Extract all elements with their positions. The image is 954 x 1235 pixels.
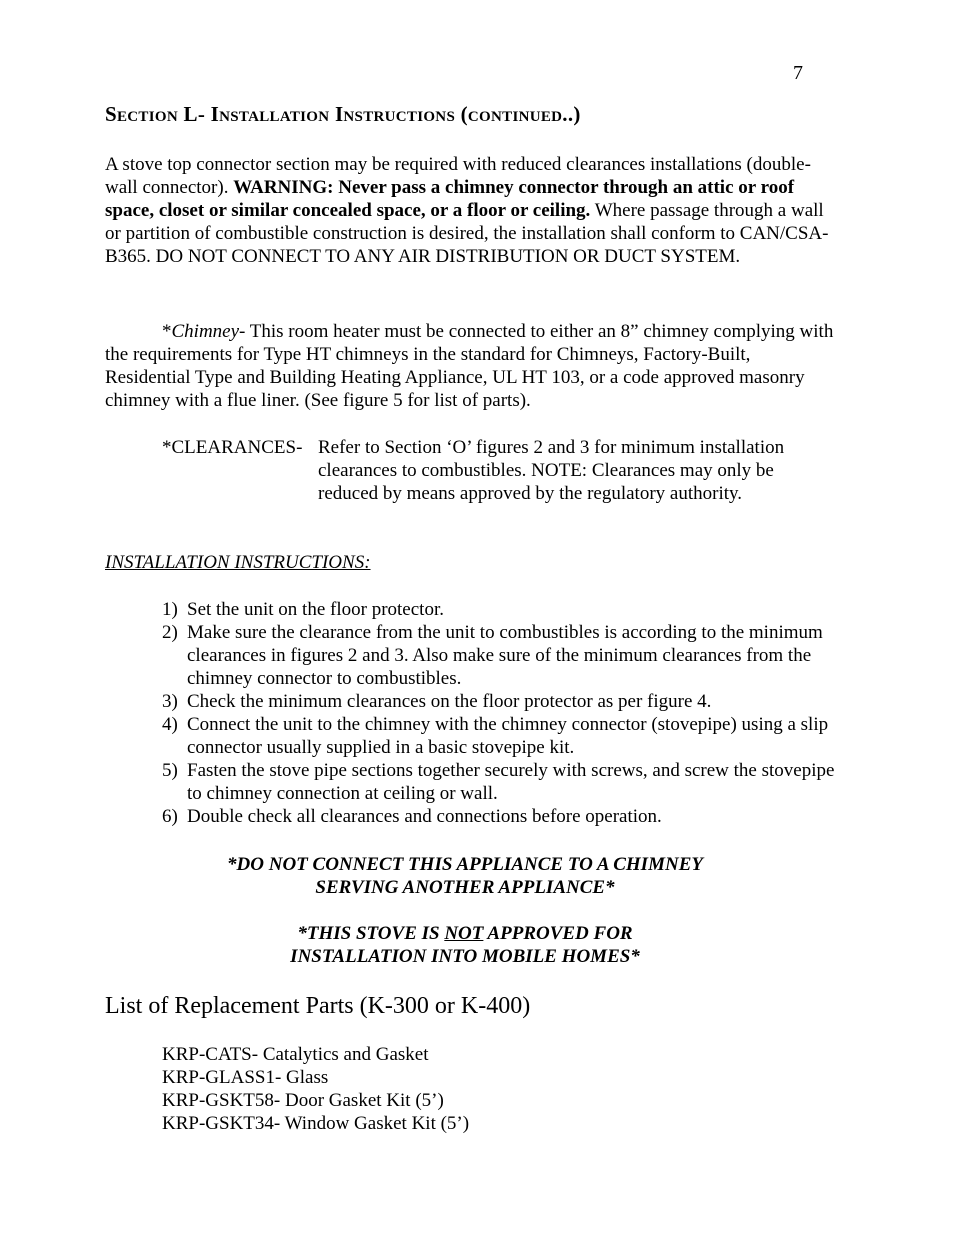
chimney-paragraph	[105, 320, 835, 412]
list-item: KRP-CATS- Catalytics and Gasket	[162, 1044, 429, 1065]
list-item	[162, 713, 842, 759]
step-text: Check the minimum clearances on the floor protector as per figure 4.	[187, 691, 712, 712]
step-number: 1)	[162, 599, 178, 620]
chimney-text: - This room heater must be connected to either an 8” chimney complying with the requirements for Type HT chimneys in the standard for Chimneys, Factory-Built, Residential Type and Building Heating Appliance, UL HT 103, or a code approved masonry chimney with a flue liner. (See figure 5 for list of parts).	[105, 321, 834, 411]
step-number: 6)	[162, 806, 178, 827]
list-item: KRP-GSKT58- Door Gasket Kit (5’)	[162, 1090, 444, 1111]
clearances-label: *CLEARANCES-	[162, 437, 303, 458]
mobile-home-warning	[105, 922, 825, 968]
mobile-home-warning-line2: INSTALLATION INTO MOBILE HOMES*	[290, 946, 640, 967]
mobile-home-warning-line1	[105, 922, 825, 945]
list-item	[162, 598, 842, 621]
clearances-text: Refer to Section ‘O’ figures 2 and 3 for minimum installation clearances to combustibles. NOTE: Clearances may only be reduced by means approved by the regulatory authority.	[318, 437, 785, 504]
chimney-warning-line2: SERVING ANOTHER APPLIANCE*	[315, 877, 615, 898]
intro-warning: WARNING: Never pass a chimney connector through an attic or roof space, closet or similar concealed space, or a floor or ceiling.	[105, 177, 795, 221]
step-text: Double check all clearances and connections before operation.	[187, 806, 662, 827]
step-text: Fasten the stove pipe sections together securely with screws, and screw the stovepipe to chimney connection at ceiling or wall.	[187, 760, 835, 804]
chimney-warning-line1: *DO NOT CONNECT THIS APPLIANCE TO A CHIMNEY	[227, 854, 703, 875]
warning-not: NOT	[444, 923, 484, 944]
page-number: 7	[793, 62, 803, 84]
installation-heading: INSTALLATION INSTRUCTIONS:	[105, 552, 371, 573]
chimney-label: Chimney	[171, 321, 240, 342]
step-text: Make sure the clearance from the unit to combustibles is according to the minimum clearances in figures 2 and 3. Also make sure of the minimum clearances from the chimney connector to combustibles.	[187, 622, 823, 689]
step-number: 5)	[162, 760, 178, 781]
intro-paragraph	[105, 153, 835, 268]
parts-heading: List of Replacement Parts (K-300 or K-400)	[105, 993, 531, 1019]
list-item	[162, 621, 842, 690]
section-title: Section L- Installation Instructions (continued..)	[105, 102, 581, 126]
list-item: KRP-GLASS1- Glass	[162, 1067, 329, 1088]
step-text: Connect the unit to the chimney with the chimney connector (stovepipe) using a slip connector usually supplied in a basic stovepipe kit.	[187, 714, 829, 758]
installation-steps	[162, 598, 842, 828]
chimney-warning	[105, 853, 825, 899]
step-number: 2)	[162, 622, 178, 643]
list-item	[162, 690, 842, 713]
step-number: 3)	[162, 691, 178, 712]
chimney-star: *	[162, 321, 172, 342]
list-item: KRP-GSKT34- Window Gasket Kit (5’)	[162, 1113, 470, 1134]
intro-lead: A stove top connector section may be required with reduced clearances installations (double-wall connector).	[105, 154, 811, 198]
intro-tail: Where passage through a wall or partition of combustible construction is desired, the installation shall conform to CAN/CSA-B365. DO NOT CONNECT TO ANY AIR DISTRIBUTION OR DUCT SYSTEM.	[105, 200, 829, 267]
step-text: Set the unit on the floor protector.	[187, 599, 444, 620]
warning-pre: *THIS STOVE IS	[297, 923, 445, 944]
list-item	[162, 805, 842, 828]
parts-list	[162, 1043, 469, 1135]
list-item	[162, 759, 842, 805]
step-number: 4)	[162, 714, 178, 735]
warning-post: APPROVED FOR	[483, 923, 633, 944]
